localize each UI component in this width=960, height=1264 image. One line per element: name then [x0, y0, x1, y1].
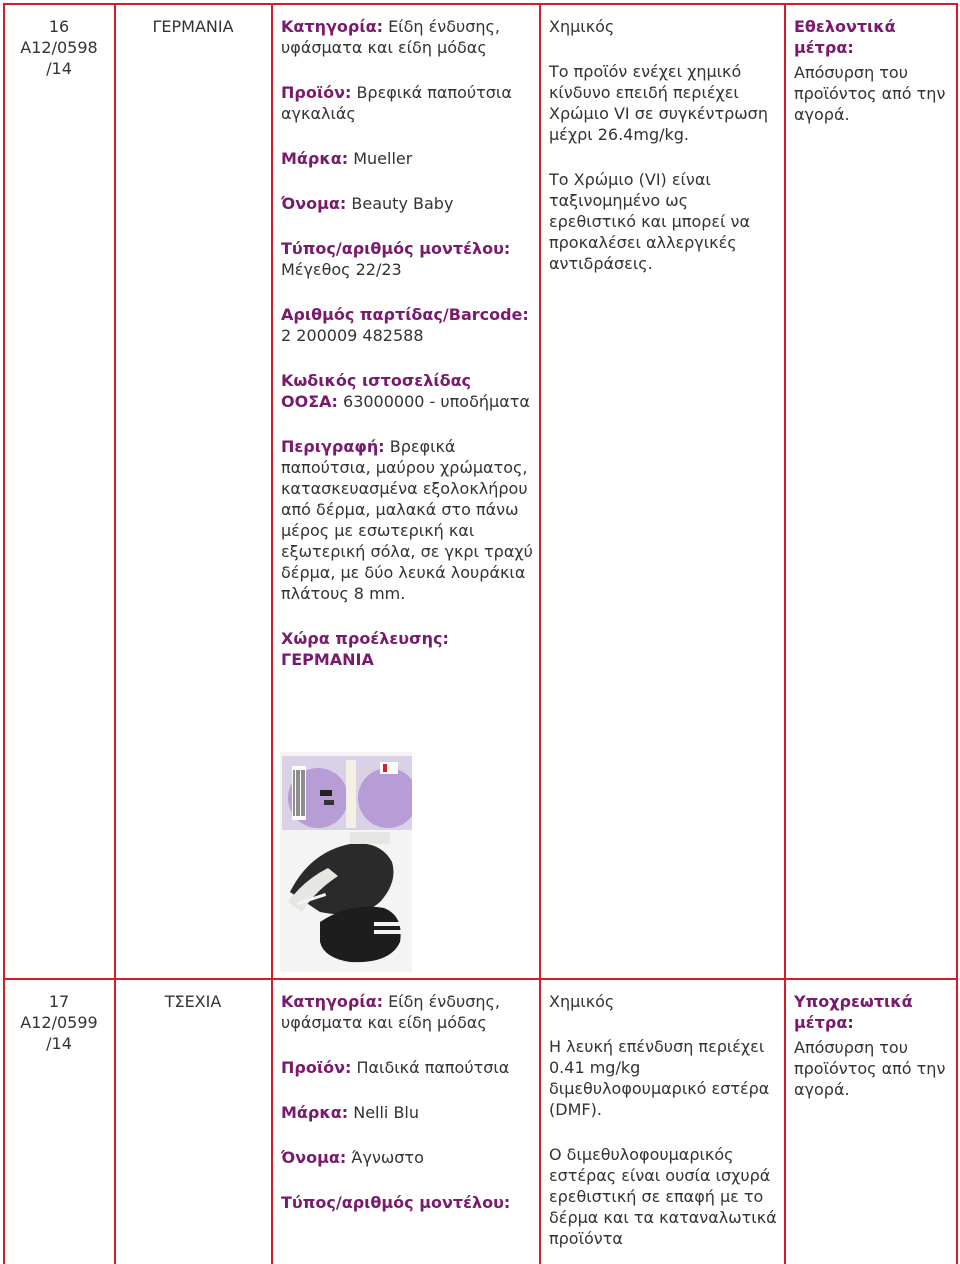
country: ΓΕΡΜΑΝΙΑ [152, 17, 234, 36]
category-value: Είδη ένδυσης, υφάσματα και είδη μόδας [281, 17, 500, 57]
risk-explanation: Ο διμεθυλοφουμαρικός εστέρας είναι ουσία ισχυρά ερεθιστική σε επαφή με το δέρμα και τα καταναλωτικά προϊόντα [549, 1145, 777, 1248]
country: ΤΣΕΧΙΑ [164, 992, 222, 1011]
name-value: Άγνωστο [351, 1148, 424, 1167]
model-label: Τύπος/αριθμός μοντέλου: [281, 239, 511, 258]
model-value: Μέγεθος 22/23 [281, 260, 402, 279]
product-label: Προϊόν: [281, 83, 352, 102]
measures-value: Απόσυρση του προϊόντος από την αγορά. [794, 63, 946, 124]
oecd-field [281, 370, 533, 412]
product-field [281, 82, 533, 124]
row-number-cell [8, 991, 110, 1054]
risk-type: Χημικός [549, 17, 615, 36]
product-details-cell [281, 16, 533, 670]
product-details-cell [281, 991, 533, 1213]
category-field [281, 991, 533, 1033]
brand-label: Μάρκα: [281, 149, 349, 168]
ref-code-suffix: /14 [46, 59, 72, 78]
measures-label: Υποχρεωτικά μέτρα: [794, 992, 913, 1032]
brand-label: Μάρκα: [281, 1103, 349, 1122]
name-label: Όνομα: [281, 1148, 347, 1167]
row-number: 16 [48, 17, 70, 36]
ref-code: A12/0598 [20, 38, 98, 57]
brand-value: Mueller [353, 149, 413, 168]
brand-field [281, 1102, 533, 1123]
product-label: Προϊόν: [281, 1058, 352, 1077]
risk-type: Χημικός [549, 992, 615, 1011]
model-field [281, 1192, 533, 1213]
category-field [281, 16, 533, 58]
table-col-line-4 [784, 3, 786, 1264]
risk-explanation: Το Χρώμιο (VI) είναι ταξινομημένο ως ερεθιστικό και μπορεί να προκαλέσει αλλεργικές αντιδράσεις. [549, 170, 751, 273]
measures-cell [794, 991, 952, 1100]
risk-description: Το προϊόν ενέχει χημικό κίνδυνο επειδή περιέχει Χρώμιο VI σε συγκέντρωση μέχρι 26.4mg/kg. [549, 62, 768, 144]
origin-label: Χώρα προέλευσης: [281, 629, 449, 648]
table-col-line-1 [114, 3, 116, 1264]
risk-cell [549, 991, 777, 1249]
description-label: Περιγραφή: [281, 437, 385, 456]
category-label: Κατηγορία: [281, 992, 383, 1011]
model-field [281, 238, 533, 280]
product-value: Παιδικά παπούτσια [356, 1058, 510, 1077]
shoe-photo-illustration [280, 752, 412, 972]
description-field [281, 436, 533, 604]
origin-value: ΓΕΡΜΑΝΙΑ [281, 650, 374, 669]
measures-cell [794, 16, 952, 125]
risk-description: Η λευκή επένδυση περιέχει 0.41 mg/kg διμεθυλοφουμαρικό εστέρα (DMF). [549, 1037, 770, 1119]
table-col-line-2 [271, 3, 273, 1264]
risk-cell [549, 16, 777, 274]
name-field [281, 193, 533, 214]
table-col-line-5 [956, 3, 958, 1264]
description-value: Βρεφικά παπούτσια, μαύρου χρώματος, κατασκευασμένα εξολοκλήρου από δέρμα, μαλακά στο πάνω μέρος με εσωτερική και εξωτερική σόλα, σε γκρι τραχύ δέρμα, με δύο λευκά λουράκια πλάτους 8 mm. [281, 437, 533, 603]
measures-value: Απόσυρση του προϊόντος από την αγορά. [794, 1038, 946, 1099]
product-field [281, 1057, 533, 1078]
origin-field [281, 628, 533, 670]
row-number: 17 [48, 992, 70, 1011]
measures-label: Εθελοντικά μέτρα: [794, 17, 896, 57]
brand-value: Nelli Blu [353, 1103, 420, 1122]
ref-code: A12/0599 [20, 1013, 98, 1032]
name-value: Beauty Baby [351, 194, 454, 213]
oecd-label: Κωδικός ιστοσελίδας ΟΟΣΑ: [281, 371, 472, 411]
product-value: Βρεφικά παπούτσια αγκαλιάς [281, 83, 512, 123]
table-col-line-3 [539, 3, 541, 1264]
batch-label: Αριθμός παρτίδας/Barcode: [281, 305, 529, 324]
category-value: Είδη ένδυσης, υφάσματα και είδη μόδας [281, 992, 500, 1032]
table-border-top [3, 3, 958, 5]
product-photo [280, 752, 412, 972]
brand-field [281, 148, 533, 169]
row-separator [3, 978, 958, 980]
batch-value: 2 200009 482588 [281, 326, 424, 345]
oecd-value: 63000000 - υποδήματα [343, 392, 530, 411]
country-cell [118, 16, 268, 37]
ref-code-suffix: /14 [46, 1034, 72, 1053]
name-label: Όνομα: [281, 194, 347, 213]
table-col-line-0 [3, 3, 5, 1264]
batch-field [281, 304, 533, 346]
name-field [281, 1147, 533, 1168]
model-label: Τύπος/αριθμός μοντέλου: [281, 1193, 511, 1212]
row-number-cell [8, 16, 110, 79]
category-label: Κατηγορία: [281, 17, 383, 36]
country-cell [118, 991, 268, 1012]
